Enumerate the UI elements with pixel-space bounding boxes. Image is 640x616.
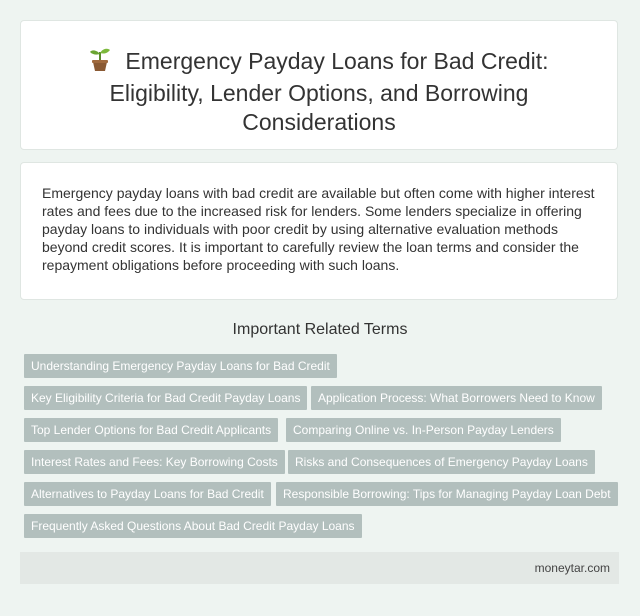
term-tag[interactable]: Interest Rates and Fees: Key Borrowing Costs	[24, 450, 285, 474]
page-title	[21, 46, 617, 137]
related-terms-heading: Important Related Terms	[232, 321, 408, 338]
term-tag[interactable]: Responsible Borrowing: Tips for Managing Payday Loan Debt	[276, 482, 618, 506]
term-tag[interactable]: Alternatives to Payday Loans for Bad Credit	[24, 482, 271, 506]
term-tag[interactable]: Understanding Emergency Payday Loans for Bad Credit	[24, 354, 337, 378]
term-tag[interactable]: Key Eligibility Criteria for Bad Credit Payday Loans	[24, 386, 307, 410]
title-card	[20, 20, 618, 150]
term-tag[interactable]: Comparing Online vs. In-Person Payday Lenders	[286, 418, 561, 442]
footer-site[interactable]: moneytar.com	[534, 561, 610, 575]
term-tag[interactable]: Application Process: What Borrowers Need to Know	[311, 386, 602, 410]
page-title-text: Emergency Payday Loans for Bad Credit: Eligibility, Lender Options, and Borrowing Considerations	[109, 48, 549, 135]
summary-text: Emergency payday loans with bad credit are available but often come with higher interest rates and fees due to the increased risk for lenders. Some lenders specialize in offering payday loans to individuals with poor credit by using alternative evaluation methods beyond credit scores. It is important to carefully review the loan terms and consider the repayment obligations before proceeding with such loans.	[42, 185, 595, 273]
footer	[20, 552, 619, 584]
term-tag[interactable]: Top Lender Options for Bad Credit Applicants	[24, 418, 278, 442]
term-tag[interactable]: Frequently Asked Questions About Bad Credit Payday Loans	[24, 514, 362, 538]
term-tag[interactable]: Risks and Consequences of Emergency Payday Loans	[288, 450, 595, 474]
sprout-icon	[89, 46, 111, 79]
summary-card	[20, 162, 618, 300]
